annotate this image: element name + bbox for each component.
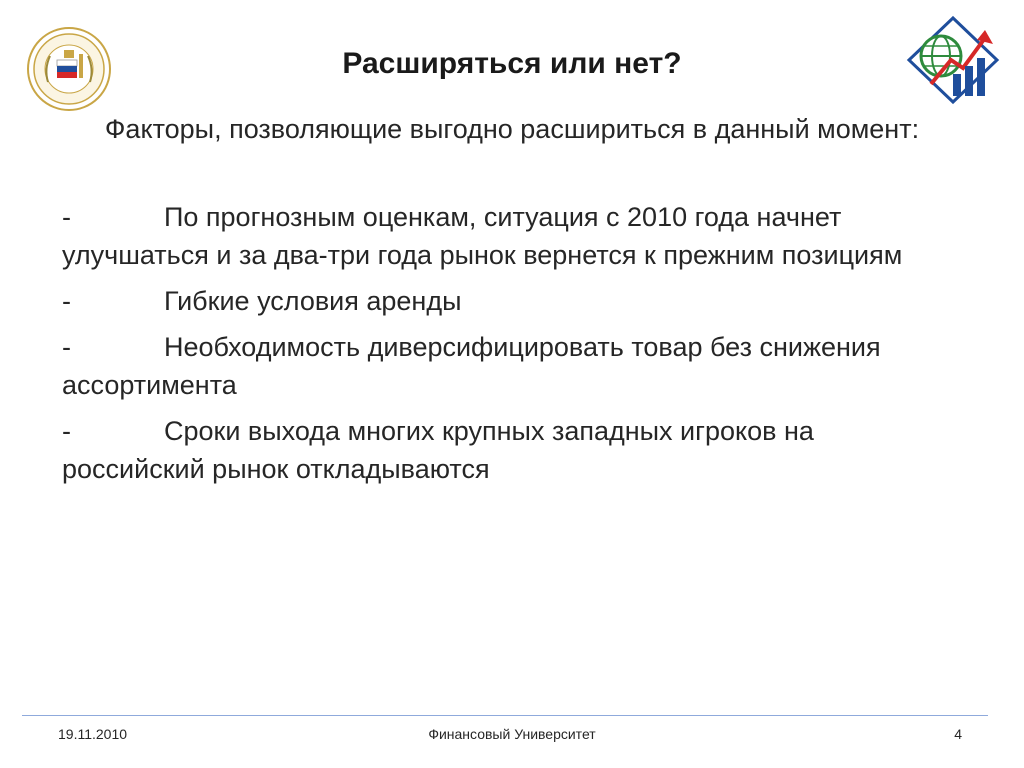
bullet-marker: -: [62, 202, 71, 232]
university-seal-icon: [26, 26, 112, 112]
page-number: 4: [954, 726, 962, 742]
footer-divider: [22, 715, 988, 716]
bullet-marker: -: [62, 286, 71, 316]
bullet-text: Сроки выхода многих крупных западных игроков на российский рынок откладываются: [62, 416, 814, 484]
list-item: [62, 412, 962, 488]
bullet-text: Гибкие условия аренды: [164, 286, 462, 316]
footer-date: 19.11.2010: [58, 726, 128, 742]
bullet-list: [62, 198, 962, 496]
list-item: [62, 328, 962, 404]
bullet-marker: -: [62, 416, 71, 446]
list-item: [62, 198, 962, 274]
globe-growth-chart-icon: [905, 14, 1001, 106]
footer-organization: Финансовый Университет: [428, 726, 596, 742]
bullet-text: По прогнозным оценкам, ситуация с 2010 года начнет улучшаться и за два-три года рынок вернется к прежним позициям: [62, 202, 903, 270]
bullet-text: Необходимость диверсифицировать товар без снижения ассортимента: [62, 332, 881, 400]
slide-title: Расширяться или нет?: [342, 47, 682, 80]
bullet-marker: -: [62, 332, 71, 362]
subtitle: Факторы, позволяющие выгодно расшириться в данный момент:: [104, 114, 920, 144]
list-item: [62, 282, 962, 320]
